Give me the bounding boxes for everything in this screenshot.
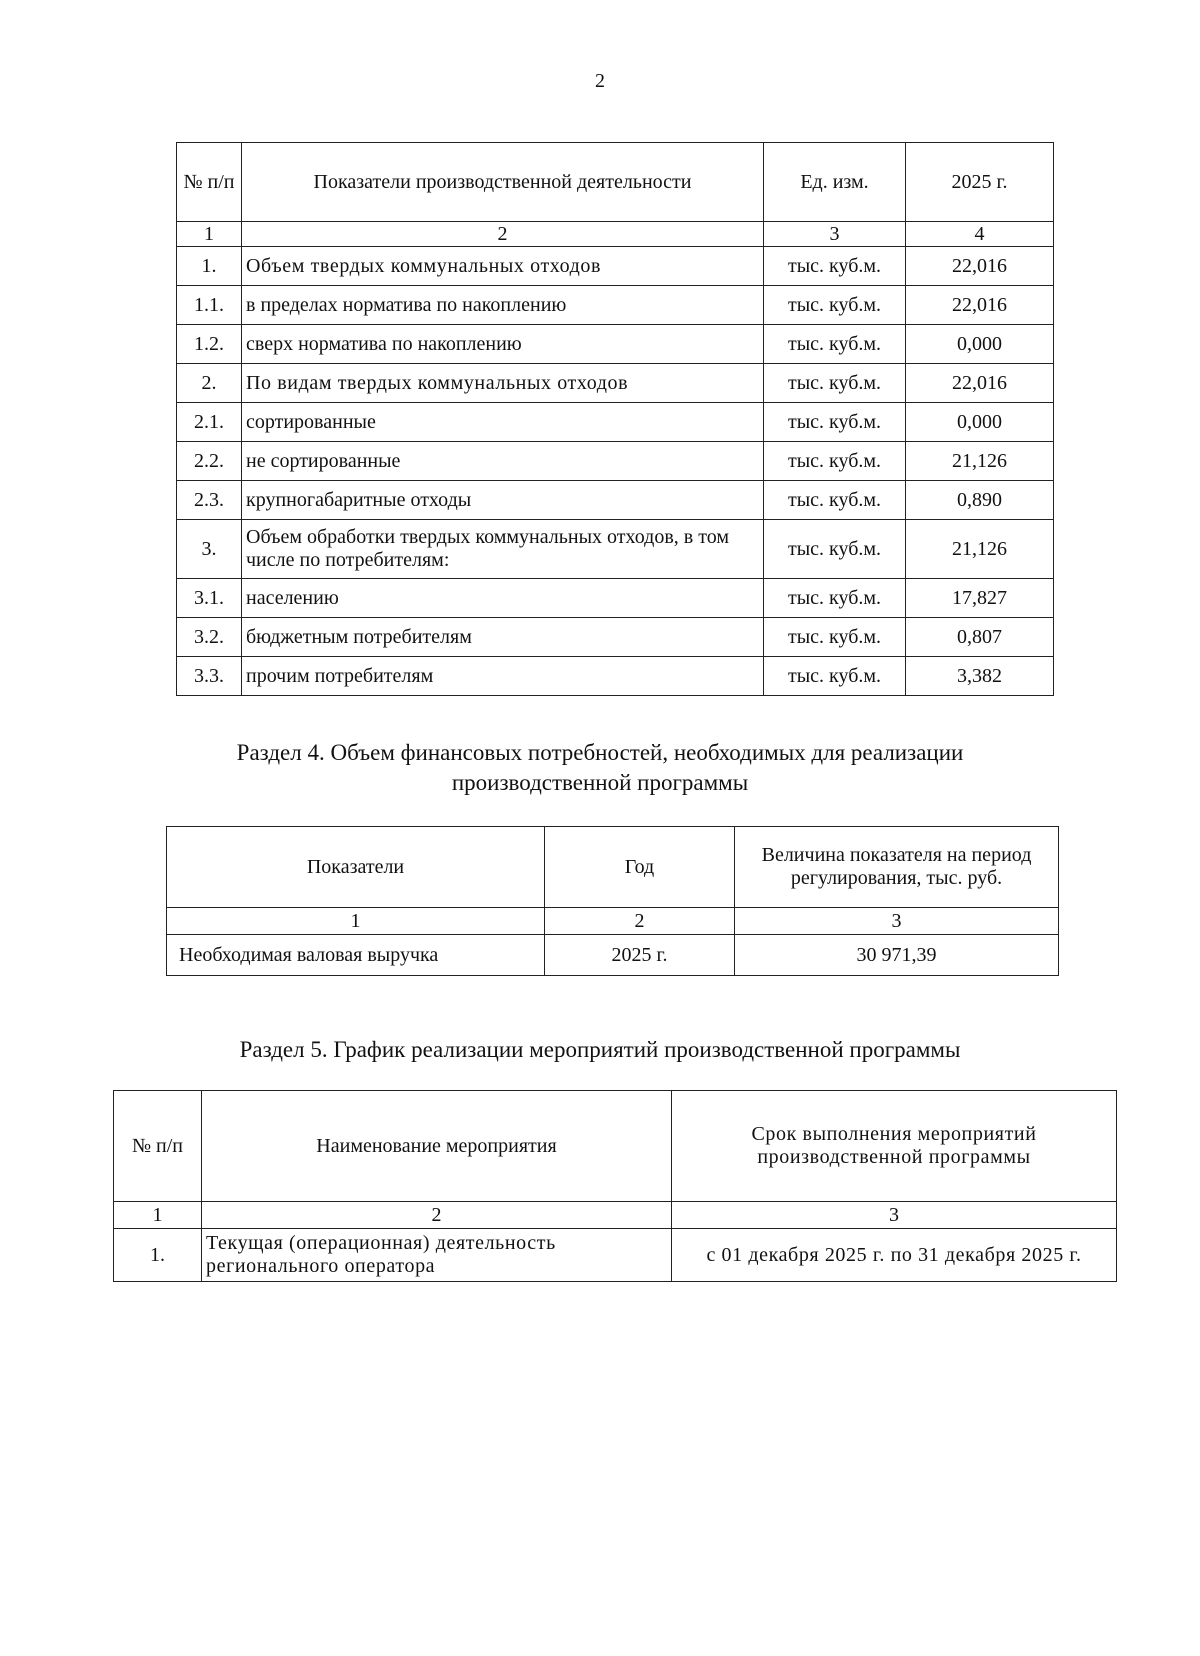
row-num: 2.3. xyxy=(177,481,242,520)
row-value: 21,126 xyxy=(906,520,1054,579)
header-unit: Ед. изм. xyxy=(764,143,906,222)
section-5-title: Раздел 5. График реализации мероприятий производственной программы xyxy=(239,1037,961,1062)
header-value: Величина показателя на период регулирования, тыс. руб. xyxy=(735,827,1059,908)
row-value: 3,382 xyxy=(906,657,1054,696)
row-name: сверх норматива по накоплению xyxy=(242,325,764,364)
row-term: с 01 декабря 2025 г. по 31 декабря 2025 г. xyxy=(672,1229,1117,1282)
header-term: Срок выполнения мероприятий производственной программы xyxy=(672,1091,1117,1202)
row-name: прочим потребителям xyxy=(242,657,764,696)
table-row xyxy=(177,618,1054,657)
row-num: 3.2. xyxy=(177,618,242,657)
header-num: № п/п xyxy=(177,143,242,222)
col-number: 3 xyxy=(764,222,906,247)
row-num: 3. xyxy=(177,520,242,579)
row-unit: тыс. куб.м. xyxy=(764,657,906,696)
row-num: 1. xyxy=(177,247,242,286)
row-num: 1.2. xyxy=(177,325,242,364)
page-number: 2 xyxy=(595,70,605,92)
table-row xyxy=(177,442,1054,481)
row-value: 0,000 xyxy=(906,403,1054,442)
col-number: 3 xyxy=(735,908,1059,935)
row-num: 2.2. xyxy=(177,442,242,481)
table-header-row xyxy=(114,1091,1117,1202)
col-number: 1 xyxy=(177,222,242,247)
financial-needs-table xyxy=(166,826,1059,976)
row-unit: тыс. куб.м. xyxy=(764,247,906,286)
row-unit: тыс. куб.м. xyxy=(764,325,906,364)
row-value: 22,016 xyxy=(906,247,1054,286)
table-header-row xyxy=(177,143,1054,222)
row-unit: тыс. куб.м. xyxy=(764,364,906,403)
row-num: 2. xyxy=(177,364,242,403)
header-indicators: Показатели xyxy=(167,827,545,908)
row-num: 3.3. xyxy=(177,657,242,696)
table-row xyxy=(177,325,1054,364)
row-num: 3.1. xyxy=(177,579,242,618)
row-num: 1. xyxy=(114,1229,202,1282)
table-row xyxy=(177,403,1054,442)
header-indicators: Показатели производственной деятельности xyxy=(242,143,764,222)
row-num: 1.1. xyxy=(177,286,242,325)
table-row xyxy=(177,364,1054,403)
row-value: 22,016 xyxy=(906,364,1054,403)
table-header-row xyxy=(167,827,1059,908)
column-numbers-row xyxy=(177,222,1054,247)
row-name: Текущая (операционная) деятельность регионального оператора xyxy=(202,1229,672,1282)
section-4-title xyxy=(0,738,1200,798)
col-number: 1 xyxy=(114,1202,202,1229)
row-year: 2025 г. xyxy=(545,935,735,976)
table-row xyxy=(177,247,1054,286)
row-name: Необходимая валовая выручка xyxy=(167,935,545,976)
table-row xyxy=(114,1229,1117,1282)
header-event-name: Наименование мероприятия xyxy=(202,1091,672,1202)
production-indicators-table xyxy=(176,142,1054,696)
row-value: 0,807 xyxy=(906,618,1054,657)
row-name: Объем обработки твердых коммунальных отходов, в том числе по потребителям: xyxy=(242,520,764,579)
section-4-title-text: Раздел 4. Объем финансовых потребностей, необходимых для реализации производственной программы xyxy=(236,740,964,795)
row-unit: тыс. куб.м. xyxy=(764,579,906,618)
table-row xyxy=(177,481,1054,520)
row-value: 22,016 xyxy=(906,286,1054,325)
row-name: населению xyxy=(242,579,764,618)
row-name: сортированные xyxy=(242,403,764,442)
table-row xyxy=(177,657,1054,696)
col-number: 2 xyxy=(202,1202,672,1229)
row-unit: тыс. куб.м. xyxy=(764,403,906,442)
schedule-table xyxy=(113,1090,1117,1282)
row-unit: тыс. куб.м. xyxy=(764,286,906,325)
row-name: бюджетным потребителям xyxy=(242,618,764,657)
table-row xyxy=(177,520,1054,579)
table-row xyxy=(167,935,1059,976)
col-number: 3 xyxy=(672,1202,1117,1229)
col-number: 4 xyxy=(906,222,1054,247)
col-number: 2 xyxy=(545,908,735,935)
row-name: не сортированные xyxy=(242,442,764,481)
row-value: 21,126 xyxy=(906,442,1054,481)
col-number: 2 xyxy=(242,222,764,247)
table-row xyxy=(177,579,1054,618)
row-name: Объем твердых коммунальных отходов xyxy=(242,247,764,286)
column-numbers-row xyxy=(114,1202,1117,1229)
header-year: 2025 г. xyxy=(906,143,1054,222)
table-row xyxy=(177,286,1054,325)
row-name: крупногабаритные отходы xyxy=(242,481,764,520)
row-value: 0,000 xyxy=(906,325,1054,364)
column-numbers-row xyxy=(167,908,1059,935)
row-num: 2.1. xyxy=(177,403,242,442)
row-name: в пределах норматива по накоплению xyxy=(242,286,764,325)
row-unit: тыс. куб.м. xyxy=(764,481,906,520)
row-name: По видам твердых коммунальных отходов xyxy=(242,364,764,403)
row-unit: тыс. куб.м. xyxy=(764,442,906,481)
row-unit: тыс. куб.м. xyxy=(764,520,906,579)
header-num: № п/п xyxy=(114,1091,202,1202)
row-unit: тыс. куб.м. xyxy=(764,618,906,657)
row-value: 30 971,39 xyxy=(735,935,1059,976)
col-number: 1 xyxy=(167,908,545,935)
header-year: Год xyxy=(545,827,735,908)
row-value: 0,890 xyxy=(906,481,1054,520)
row-value: 17,827 xyxy=(906,579,1054,618)
